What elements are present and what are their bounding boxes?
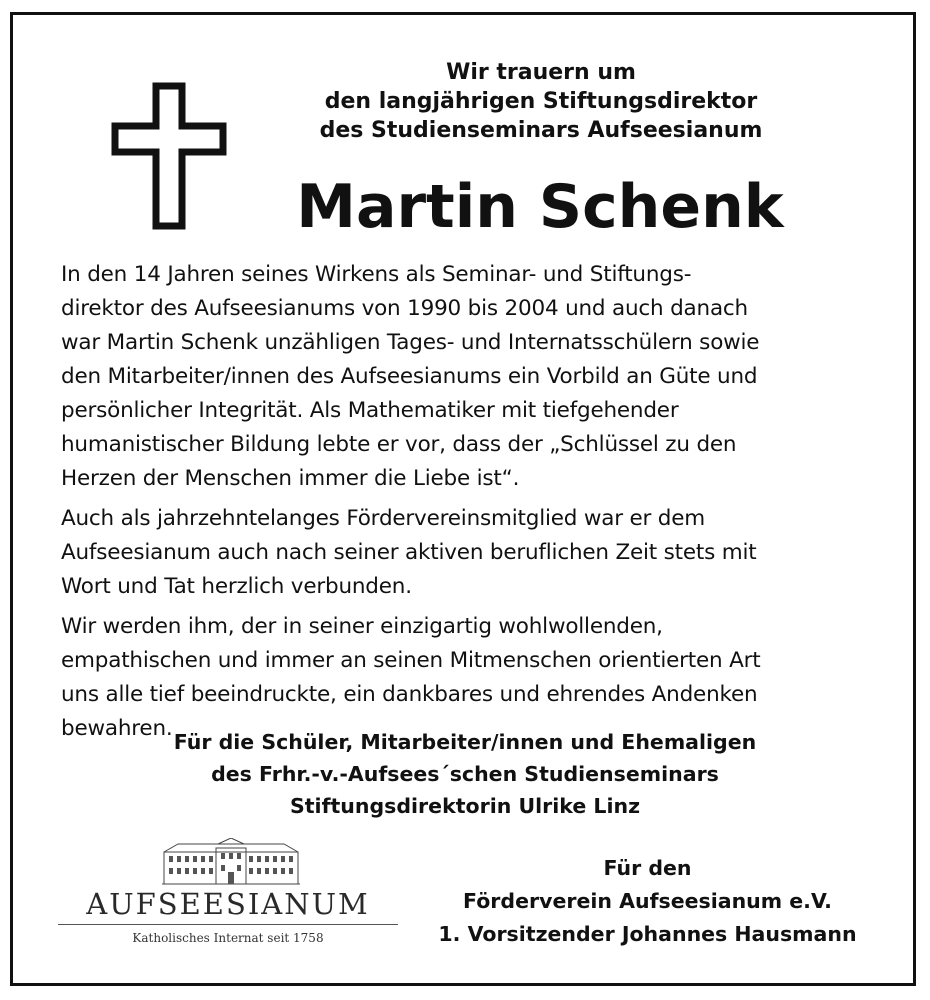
body-line: bewahren. (61, 716, 173, 741)
cross-icon (110, 81, 228, 231)
logo-divider (58, 924, 398, 925)
verein-line-1: Für den (603, 856, 692, 880)
body-line: war Martin Schenk unzähligen Tages- und Internatsschülern sowie (61, 330, 760, 355)
logo-tagline: Katholisches Internat seit 1758 (132, 931, 324, 945)
verein-line-3: 1. Vorsitzender Johannes Hausmann (438, 922, 857, 946)
paragraph-2 (61, 502, 881, 604)
header-line-1: Wir trauern um (446, 60, 636, 85)
body-line: direktor des Aufseesianums von 1990 bis 2004 und auch danach (61, 296, 748, 321)
deceased-name: Martin Schenk (296, 172, 784, 242)
paragraph-1 (61, 258, 881, 496)
header-line-3: des Studienseminars Aufseesianum (319, 118, 763, 143)
school-signature (100, 726, 830, 822)
building-icon (160, 838, 302, 886)
body-line: den Mitarbeiter/innen des Aufseesianums ein Vorbild an Güte und (61, 364, 758, 389)
body-line: Aufseesianum auch nach seiner aktiven beruflichen Zeit stets mit (61, 540, 757, 565)
body-line: In den 14 Jahren seines Wirkens als Seminar- und Stiftungs- (61, 262, 692, 287)
body-line: Auch als jahrzehntelanges Fördervereinsmitglied war er dem (61, 506, 706, 531)
body-line: Herzen der Menschen immer die Liebe ist“. (61, 466, 520, 491)
aufseesianum-logo (58, 838, 398, 950)
body-line: humanistischer Bildung lebte er vor, dass der „Schlüssel zu den (61, 432, 737, 457)
signer-line-1: Für die Schüler, Mitarbeiter/innen und Ehemaligen (173, 730, 757, 754)
body-line: empathischen und immer an seinen Mitmenschen orientierten Art (61, 648, 761, 673)
association-signature (410, 852, 885, 951)
obituary-body (61, 258, 881, 752)
verein-line-2: Förderverein Aufseesianum e.V. (463, 889, 832, 913)
body-line: Wort und Tat herzlich verbunden. (61, 574, 412, 599)
body-line: uns alle tief beeindruckte, ein dankbares und ehrendes Andenken (61, 682, 758, 707)
body-line: persönlicher Integrität. Als Mathematiker mit tiefgehender (61, 398, 679, 423)
mourning-header (268, 58, 814, 145)
body-line: Wir werden ihm, der in seiner einzigartig wohlwollenden, (61, 614, 663, 639)
header-line-2: den langjährigen Stiftungsdirektor (324, 89, 758, 114)
signer-line-3: Stiftungsdirektorin Ulrike Linz (289, 794, 641, 818)
signer-line-2: des Frhr.-v.-Aufsees´schen Studienseminars (211, 762, 719, 786)
logo-wordmark: AUFSEESIANUM (86, 887, 370, 921)
